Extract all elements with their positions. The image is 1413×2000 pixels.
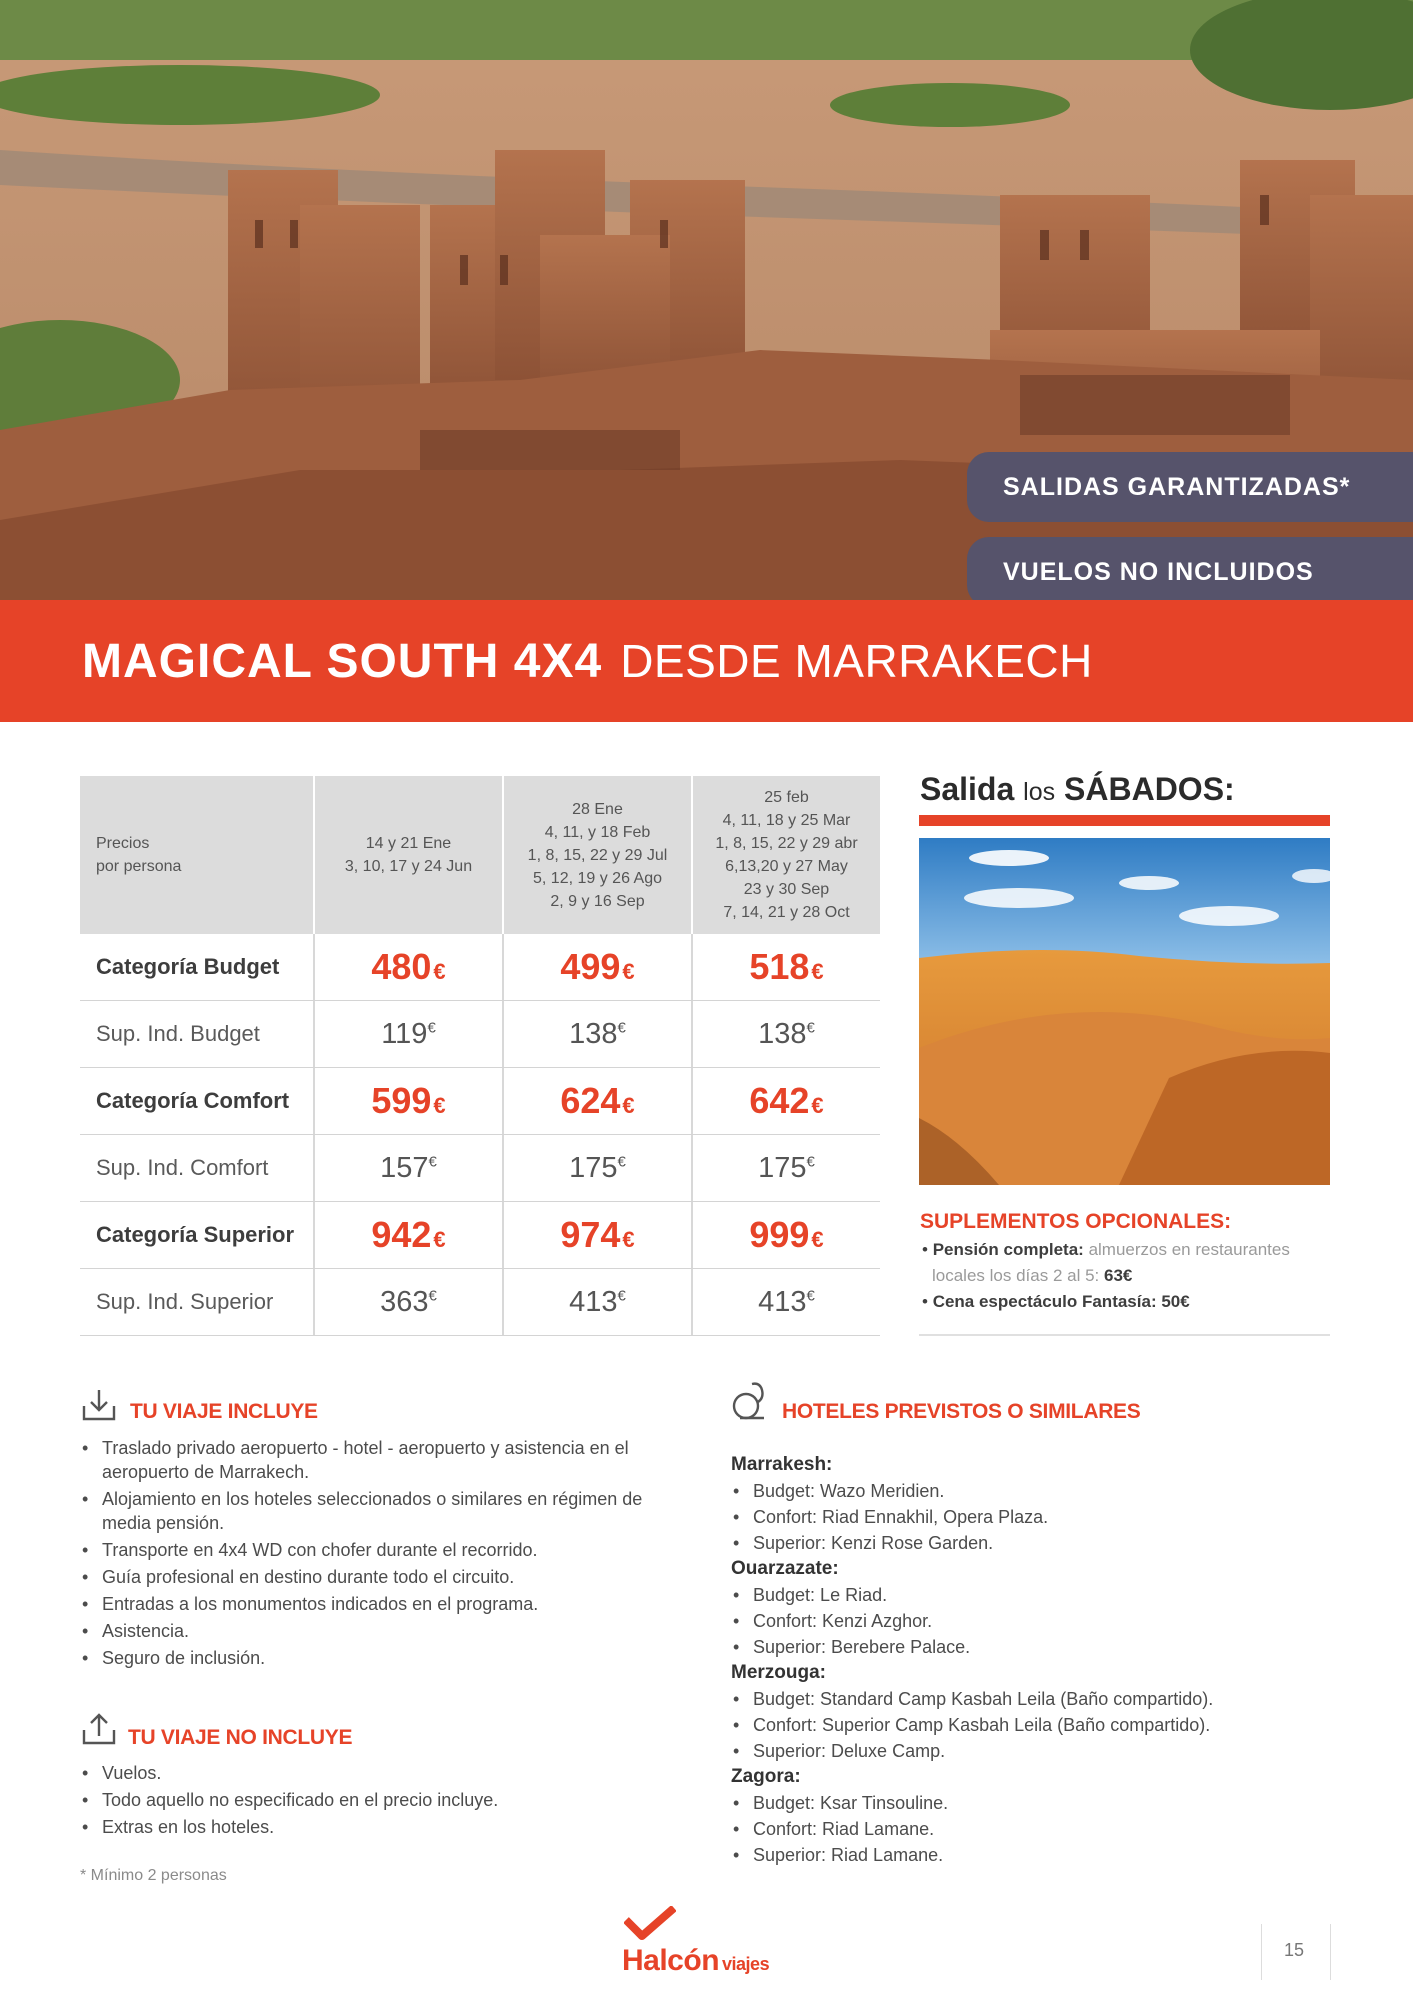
table-row — [80, 1269, 880, 1336]
no-incluye-list — [80, 1760, 680, 1841]
list-item: • Transporte en 4x4 WD con chofer durante el recorrido. — [80, 1538, 680, 1562]
table-row — [80, 934, 880, 1001]
price-table-header — [80, 776, 880, 934]
list-item: • Vuelos. — [80, 1760, 680, 1787]
city-ouarzazate: Ouarzazate: — [731, 1558, 839, 1579]
list-item: • Pensión completa: almuerzos en restaurantes locales los días 2 al 5: 63€ — [922, 1240, 1290, 1285]
footnote: * Mínimo 2 personas — [80, 1867, 227, 1884]
upload-icon — [80, 1710, 118, 1748]
header-cell: 28 Ene 4, 11, y 18 Feb 1, 8, 15, 22 y 29 Jul 5, 12, 19 y 26 Ago 2, 9 y 16 Sep — [502, 776, 691, 934]
city-marrakesh: Marrakesh: — [731, 1454, 833, 1475]
list-item: • Entradas a los monumentos indicados en el programa. — [80, 1592, 680, 1616]
price-cell: 974€ — [502, 1202, 691, 1268]
price-cell: 157€ — [313, 1135, 502, 1201]
list-item: • Asistencia. — [80, 1619, 680, 1643]
suplementos-list — [920, 1237, 1330, 1315]
suplementos-title: SUPLEMENTOS OPCIONALES: — [920, 1210, 1232, 1233]
divider — [919, 815, 1330, 826]
list-item: • Superior: Riad Lamane. — [731, 1842, 1331, 1868]
header-cell: 25 feb 4, 11, 18 y 25 Mar 1, 8, 15, 22 y 29 abr 6,13,20 y 27 May 23 y 30 Sep 7, 14, 21 y 28 Oct — [691, 776, 880, 934]
hero-image — [0, 0, 1413, 600]
price-cell: 624€ — [502, 1068, 691, 1134]
list-item: • Superior: Berebere Palace. — [731, 1634, 1331, 1660]
price-cell: 363€ — [313, 1269, 502, 1335]
page-title: MAGICAL SOUTH 4X4 — [82, 634, 603, 688]
list-item: • Budget: Le Riad. — [731, 1582, 1331, 1608]
halcon-logo-mark — [624, 1906, 676, 1942]
price-cell: 138€ — [691, 1001, 880, 1067]
page-subtitle: DESDE MARRAKECH — [620, 635, 1093, 687]
incluye-title: TU VIAJE INCLUYE — [130, 1400, 318, 1423]
row-label: Sup. Ind. Budget — [96, 1021, 260, 1046]
table-row — [80, 1001, 880, 1068]
header-cell: Precios por persona — [96, 835, 182, 875]
title-band — [0, 600, 1413, 722]
list-item: • Budget: Standard Camp Kasbah Leila (Baño compartido). — [731, 1686, 1331, 1712]
price-cell: 175€ — [691, 1135, 880, 1201]
city-merzouga: Merzouga: — [731, 1662, 826, 1683]
list-item: • Extras en los hoteles. — [80, 1814, 680, 1841]
row-label: Categoría Superior — [96, 1222, 295, 1247]
list-item: • Superior: Kenzi Rose Garden. — [731, 1530, 1331, 1556]
list-item: • Alojamiento en los hoteles seleccionados o similares en régimen de media pensión. — [80, 1487, 680, 1535]
row-label: Sup. Ind. Superior — [96, 1289, 274, 1314]
row-label: Sup. Ind. Comfort — [96, 1155, 269, 1180]
hotel-bell-icon — [730, 1378, 770, 1422]
badge-salidas-garantizadas: SALIDAS GARANTIZADAS* — [967, 452, 1413, 522]
price-cell: 499€ — [502, 934, 691, 1000]
download-icon — [80, 1386, 118, 1424]
list-item: • Confort: Kenzi Azghor. — [731, 1608, 1331, 1634]
hoteles-title: HOTELES PREVISTOS O SIMILARES — [782, 1400, 1141, 1423]
price-cell: 642€ — [691, 1068, 880, 1134]
list-item: • Confort: Riad Ennakhil, Opera Plaza. — [731, 1504, 1331, 1530]
list-item: • Traslado privado aeropuerto - hotel - aeropuerto y asistencia en el aeropuerto de Marrakech. — [80, 1436, 680, 1484]
list-item: • Cena espectáculo Fantasía: 50€ — [922, 1292, 1190, 1311]
list-item: • Superior: Deluxe Camp. — [731, 1738, 1331, 1764]
price-table — [80, 776, 880, 1336]
hoteles-list — [731, 1452, 1331, 1868]
price-cell: 175€ — [502, 1135, 691, 1201]
table-row — [80, 1068, 880, 1135]
header-cell: 14 y 21 Ene 3, 10, 17 y 24 Jun — [313, 776, 502, 934]
list-item: • Confort: Riad Lamane. — [731, 1816, 1331, 1842]
list-item: • Todo aquello no especificado en el precio incluye. — [80, 1787, 680, 1814]
city-zagora: Zagora: — [731, 1766, 801, 1787]
desert-photo — [919, 838, 1330, 1185]
table-row — [80, 1135, 880, 1202]
price-cell: 942€ — [313, 1202, 502, 1268]
table-row — [80, 1202, 880, 1269]
price-cell: 999€ — [691, 1202, 880, 1268]
price-cell: 138€ — [502, 1001, 691, 1067]
price-cell: 119€ — [313, 1001, 502, 1067]
price-cell: 480€ — [313, 934, 502, 1000]
list-item: • Seguro de inclusión. — [80, 1646, 680, 1670]
price-cell: 413€ — [502, 1269, 691, 1335]
row-label: Categoría Budget — [96, 954, 280, 979]
price-cell: 599€ — [313, 1068, 502, 1134]
list-item: • Budget: Ksar Tinsouline. — [731, 1790, 1331, 1816]
divider — [919, 1334, 1330, 1336]
list-item: • Confort: Superior Camp Kasbah Leila (Baño compartido). — [731, 1712, 1331, 1738]
badge-vuelos-no-incluidos: VUELOS NO INCLUIDOS — [967, 537, 1413, 600]
incluye-list — [80, 1436, 680, 1673]
list-item: • Budget: Wazo Meridien. — [731, 1478, 1331, 1504]
no-incluye-title: TU VIAJE NO INCLUYE — [128, 1726, 353, 1749]
price-cell: 413€ — [691, 1269, 880, 1335]
brand-logo: Halcón viajes — [622, 1944, 770, 1977]
price-cell: 518€ — [691, 934, 880, 1000]
salida-heading: Salida los SÁBADOS: — [920, 771, 1235, 807]
list-item: • Guía profesional en destino durante todo el circuito. — [80, 1565, 680, 1589]
page-number: 15 — [1284, 1940, 1305, 1960]
row-label: Categoría Comfort — [96, 1088, 290, 1113]
